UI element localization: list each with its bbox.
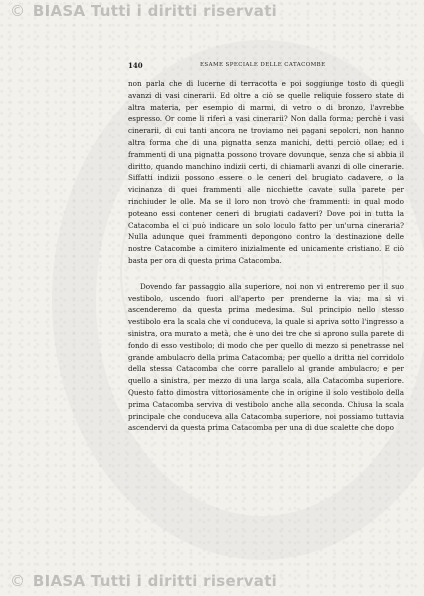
copyright-icon: © <box>10 2 26 20</box>
watermark-bottom <box>10 572 277 590</box>
copyright-icon: © <box>10 572 26 590</box>
running-title: ESAME SPECIALE DELLE CATACOMBE <box>200 62 326 68</box>
page-number: 140 <box>128 61 143 70</box>
paragraph-2: Dovendo far passaggio alla superiore, noi non vi entreremo per il suo vestibolo, uscendo fuori all'aperto per prenderne la via; ma sì vi ascenderemo da questa prima medesima. Sul principio nello stesso vestibolo era la scala che vi conduceva, la quale si apriva sotto l'ingresso a sinistra, ora murato a metà, che è uno dei tre che si aprono sulla parete di fondo di esso vestibolo; di modo che per quello di mezzo si penetrasse nel grande ambulacro della prima Catacomba; per quello a dritta nel corridolo della stessa Catacomba che corre parallelo al grande ambulacro; e per quello a sinistra, per mezzo di una larga scala, alla Catacomba superiore. Questo fatto dimostra vittoriosamente che in origine il solo vestibolo della prima Catacomba serviva di vestibolo anche alla seconda. Chiusa la scala principale che conduceva alla Catacomba superiore, noi possiamo tuttavia ascendervi da questa prima Catacomba per una di due scalette che dopo <box>128 281 404 433</box>
body-text <box>128 78 404 434</box>
paragraph-1: non parla che di lucerne di terracotta e poi soggiunge tosto di quegli avanzi di vasi cinerarii. Ed oltre a ciò se quelle reliquie fossero state di altra materia, per esempio di marmi, di vetro o di bronzo, l'avrebbe espresso. Or come li riferì a vasi cinerarii? Non dalla forma; perchè i vasi cinerarii, di cui tanti ancora ne troviamo nei pagani sepolcri, non hanno altra forma che di una pignatta senza manichi, detti perciò ollae; ed i frammenti di una pignatta possono trovare dovunque, senza che si abbia il diritto, quando manchino indizii certi, di chiamarli avanzi di olle cinerarie. Siffatti indizii possono essere o le ceneri del brugiato cadavere, o la vicinanza di quei frammenti alle nicchiette cavate sulla parete per rinchiuder le olle. Ma se il loro non trovò che frammenti: in qual modo poteano essi contener ceneri di brugiati cadaveri? Dove poi in tutta la Catacomba el ci può indicare un solo loculo fatto per un'urna cineraria? Nulla adunque quei frammenti depongono contro la destinazione delle nostre Catacombe a cimitero inizialmente ed unicamente cristiano. E ciò basta per ora di questa prima Catacomba. <box>128 79 404 265</box>
watermark-top-text: BIASA Tutti i diritti riservati <box>32 2 278 20</box>
page-header <box>128 61 404 73</box>
watermark-top <box>10 2 277 20</box>
watermark-bottom-text: BIASA Tutti i diritti riservati <box>32 572 278 590</box>
